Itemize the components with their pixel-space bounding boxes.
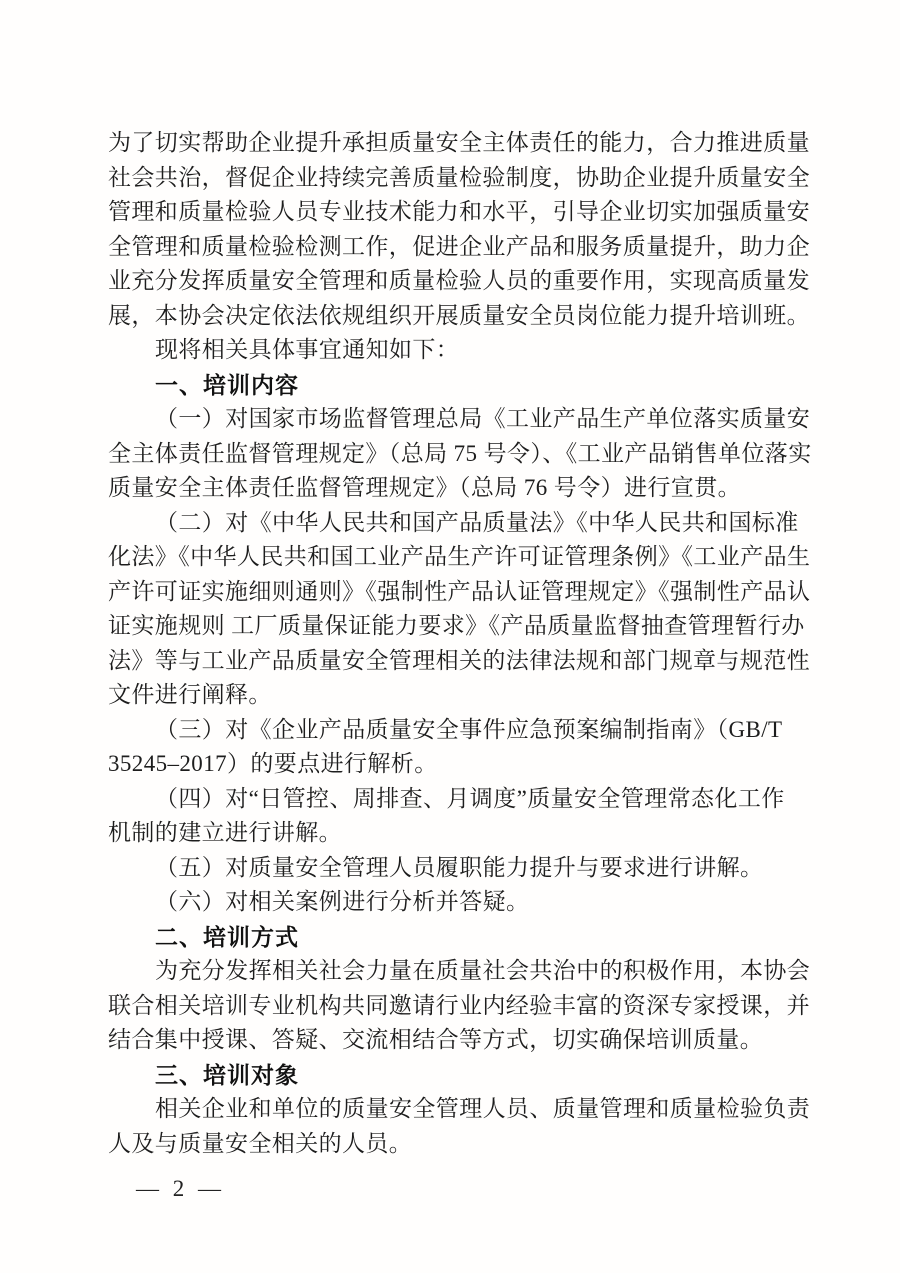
text-line: 35245–2017）的要点进行解析。 <box>108 751 438 776</box>
text-line: 全主体责任监督管理规定》（总局 75 号令）、《工业产品销售单位落实 <box>108 440 812 466</box>
text-line: 联合相关培训专业机构共同邀请行业内经验丰富的资深专家授课，并 <box>108 992 810 1018</box>
document-body <box>108 126 812 1161</box>
text-line: 相关企业和单位的质量安全管理人员、质量管理和质量检验负责 <box>155 1096 811 1121</box>
text-line: （二）对《中华人民共和国产品质量法》《中华人民共和国标准 <box>155 509 799 535</box>
text-line: 质量安全主体责任监督管理规定》（总局 76 号令）进行宣贯。 <box>108 475 741 500</box>
text-line: 证实施规则 工厂质量保证能力要求》《产品质量监督抽查管理暂行办 <box>108 613 805 638</box>
section-heading-training-audience: 三、培训对象 <box>155 1061 299 1088</box>
text-line: 结合集中授课、答疑、交流相结合等方式，切实确保培训质量。 <box>108 1027 764 1052</box>
text-line: 化法》《中华人民共和国工业产品生产许可证管理条例》《工业产品生 <box>108 544 811 569</box>
text-line: 全管理和质量检验检测工作，促进企业产品和服务质量提升，助力企 <box>108 233 810 259</box>
section-heading-training-method: 二、培训方式 <box>155 923 299 950</box>
text-line: 展，本协会决定依法依规组织开展质量安全员岗位能力提升培训班。 <box>108 302 810 328</box>
text-line: 文件进行阐释。 <box>108 682 272 707</box>
section-heading-training-content: 一、培训内容 <box>155 371 299 398</box>
text-line: 机制的建立进行讲解。 <box>108 820 342 845</box>
text-line: 为了切实帮助企业提升承担质量安全主体责任的能力，合力推进质量 <box>108 130 810 155</box>
text-line: 产许可证实施细则通则》《强制性产品认证管理规定》《强制性产品认 <box>108 578 811 604</box>
text-line: （四）对“日管控、周排查、月调度”质量安全管理常态化工作 <box>155 785 785 811</box>
text-line: 人及与质量安全相关的人员。 <box>108 1130 413 1156</box>
text-line: （三）对《企业产品质量安全事件应急预案编制指南》（GB/T <box>155 716 783 742</box>
page-number: — 2 — <box>136 1176 225 1201</box>
text-line: （一）对国家市场监督管理总局《工业产品生产单位落实质量安 <box>155 406 811 431</box>
notice-lead-line: 现将相关具体事宜通知如下： <box>155 337 460 362</box>
text-line: 为充分发挥相关社会力量在质量社会共治中的积极作用，本协会 <box>155 958 811 983</box>
text-line: （六）对相关案例进行分析并答疑。 <box>155 889 530 914</box>
text-line: 业充分发挥质量安全管理和质量检验人员的重要作用，实现高质量发 <box>108 268 810 293</box>
text-line: （五）对质量安全管理人员履职能力提升与要求进行讲解。 <box>155 854 764 880</box>
text-line: 法》等与工业产品质量安全管理相关的法律法规和部门规章与规范性 <box>108 647 810 673</box>
text-line: 社会共治，督促企业持续完善质量检验制度，协助企业提升质量安全 <box>108 164 810 190</box>
text-line: 管理和质量检验人员专业技术能力和水平，引导企业切实加强质量安 <box>108 199 810 224</box>
